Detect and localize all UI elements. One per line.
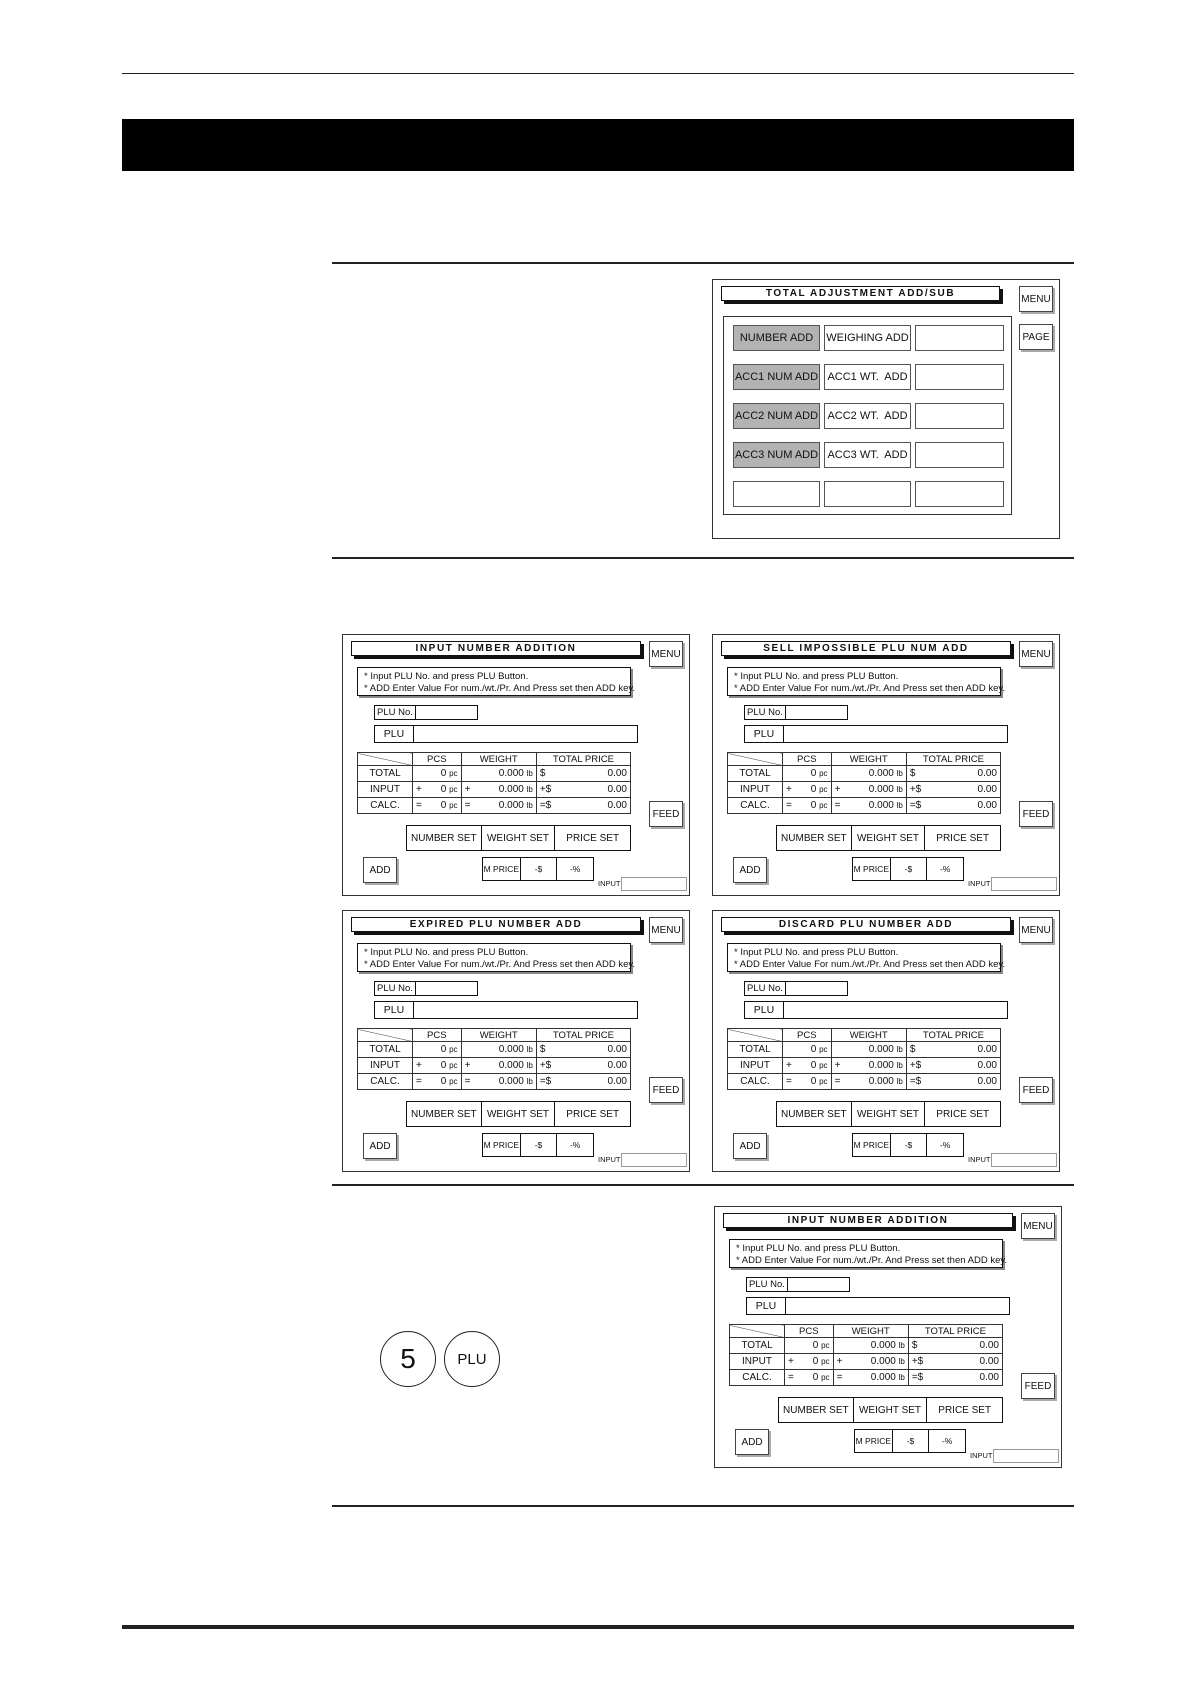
menu-button[interactable]: MENU bbox=[1019, 641, 1053, 667]
plus-currency-sign: +$ bbox=[908, 1354, 929, 1370]
input-display bbox=[993, 1449, 1059, 1463]
section-header-bar bbox=[122, 119, 1074, 171]
price-value: 0.00 bbox=[927, 1058, 1001, 1074]
note-line-2: * ADD Enter Value For num./wt./Pr. And Press set then ADD key. bbox=[734, 959, 1006, 970]
input-display bbox=[621, 877, 687, 891]
minus-dollar-button[interactable]: -$ bbox=[891, 1134, 928, 1156]
input-display bbox=[991, 1153, 1057, 1167]
equals-currency-sign: =$ bbox=[906, 798, 927, 814]
plus-sign: + bbox=[461, 782, 474, 798]
menu-button[interactable]: MENU bbox=[649, 917, 683, 943]
price-value: 0.00 bbox=[927, 782, 1001, 798]
row-calc: CALC. bbox=[358, 798, 413, 814]
blank-button[interactable] bbox=[915, 364, 1004, 390]
plu-number-field[interactable] bbox=[374, 705, 478, 720]
col-total-price: TOTAL PRICE bbox=[908, 1325, 1002, 1338]
m-price-button[interactable]: M PRICE bbox=[853, 1134, 891, 1156]
plu-number-field[interactable] bbox=[374, 981, 478, 996]
pcs-value: 0 bbox=[440, 784, 447, 795]
weight-value: 0.000 bbox=[868, 1044, 894, 1055]
pc-unit: pc bbox=[821, 1373, 830, 1382]
totals-table bbox=[727, 752, 1001, 814]
minus-dollar-button[interactable]: -$ bbox=[521, 858, 558, 880]
lb-unit: lb bbox=[526, 1061, 533, 1070]
menu-button[interactable]: MENU bbox=[1019, 917, 1053, 943]
pcs-value: 0 bbox=[810, 784, 817, 795]
plu-label: PLU bbox=[745, 1002, 784, 1018]
equals-sign: = bbox=[783, 1074, 796, 1090]
price-value: 0.00 bbox=[927, 1074, 1001, 1090]
pcs-value: 0 bbox=[812, 1372, 819, 1383]
col-pcs: PCS bbox=[413, 1029, 462, 1042]
pcs-value: 0 bbox=[440, 800, 447, 811]
weight-value: 0.000 bbox=[498, 1060, 524, 1071]
add-button[interactable]: ADD bbox=[733, 1133, 767, 1159]
note-line-1: * Input PLU No. and press PLU Button. bbox=[734, 671, 899, 682]
weight-value: 0.000 bbox=[868, 784, 894, 795]
plus-currency-sign: +$ bbox=[906, 782, 927, 798]
blank-button[interactable] bbox=[824, 481, 911, 507]
plu-label: PLU bbox=[745, 726, 784, 742]
note-line-1: * Input PLU No. and press PLU Button. bbox=[364, 947, 529, 958]
price-set-button[interactable]: PRICE SET bbox=[936, 1108, 990, 1120]
acc2-wt-add-button[interactable]: ACC2 WT. ADD bbox=[824, 403, 911, 429]
instruction-note bbox=[357, 667, 636, 696]
price-modifier-buttons bbox=[482, 857, 594, 881]
menu-button[interactable]: MENU bbox=[1021, 1213, 1055, 1239]
plu-key-label: PLU bbox=[457, 1350, 487, 1368]
equals-sign: = bbox=[831, 798, 844, 814]
minus-dollar-button[interactable]: -$ bbox=[521, 1134, 558, 1156]
plu-field[interactable] bbox=[744, 725, 1008, 743]
plu-field[interactable] bbox=[744, 1001, 1008, 1019]
price-value: 0.00 bbox=[929, 1338, 1003, 1354]
price-value: 0.00 bbox=[927, 766, 1001, 782]
plus-sign: + bbox=[413, 1058, 426, 1074]
plus-sign: + bbox=[783, 782, 796, 798]
pc-unit: pc bbox=[449, 1061, 458, 1070]
col-weight: WEIGHT bbox=[831, 753, 906, 766]
col-weight: WEIGHT bbox=[461, 1029, 536, 1042]
plus-sign: + bbox=[413, 782, 426, 798]
equals-sign: = bbox=[831, 1074, 844, 1090]
minus-dollar-button[interactable]: -$ bbox=[893, 1430, 930, 1452]
row-total: TOTAL bbox=[358, 1042, 413, 1058]
weight-value: 0.000 bbox=[868, 1060, 894, 1071]
weight-value: 0.000 bbox=[498, 784, 524, 795]
lb-unit: lb bbox=[896, 1077, 903, 1086]
number-set-button[interactable]: NUMBER SET bbox=[407, 826, 482, 850]
set-buttons bbox=[406, 825, 631, 851]
weight-value: 0.000 bbox=[870, 1372, 896, 1383]
pcs-value: 0 bbox=[810, 1044, 817, 1055]
input-label: INPUT bbox=[598, 1155, 621, 1164]
row-input: INPUT bbox=[358, 782, 413, 798]
minus-percent-button[interactable]: -% bbox=[939, 1140, 951, 1150]
diagonal-cell bbox=[728, 1029, 783, 1042]
plus-currency-sign: +$ bbox=[906, 1058, 927, 1074]
lb-unit: lb bbox=[896, 769, 903, 778]
feed-button[interactable]: FEED bbox=[649, 801, 683, 827]
pc-unit: pc bbox=[821, 1357, 830, 1366]
plu-number-field[interactable] bbox=[746, 1277, 850, 1292]
feed-button[interactable]: FEED bbox=[1019, 801, 1053, 827]
totals-table bbox=[729, 1324, 1003, 1386]
price-value: 0.00 bbox=[929, 1370, 1003, 1386]
plu-field[interactable] bbox=[374, 1001, 638, 1019]
feed-button[interactable]: FEED bbox=[649, 1077, 683, 1103]
pc-unit: pc bbox=[449, 785, 458, 794]
pcs-value: 0 bbox=[810, 768, 817, 779]
m-price-button[interactable]: M PRICE bbox=[853, 858, 891, 880]
equals-currency-sign: =$ bbox=[536, 798, 557, 814]
pcs-value: 0 bbox=[810, 1076, 817, 1087]
plu-no-label: PLU No. bbox=[745, 706, 786, 719]
pcs-value: 0 bbox=[810, 1060, 817, 1071]
acc1-wt-add-button[interactable]: ACC1 WT. ADD bbox=[824, 364, 911, 390]
digit-label: 5 bbox=[400, 1343, 416, 1374]
pcs-value: 0 bbox=[440, 768, 447, 779]
top-rule bbox=[122, 73, 1074, 74]
row-input: INPUT bbox=[728, 1058, 783, 1074]
acc2-num-add-button[interactable]: ACC2 NUM ADD bbox=[733, 403, 820, 429]
weight-set-button[interactable]: WEIGHT SET bbox=[482, 826, 556, 850]
weight-value: 0.000 bbox=[498, 1076, 524, 1087]
row-calc: CALC. bbox=[358, 1074, 413, 1090]
weight-value: 0.000 bbox=[498, 1044, 524, 1055]
price-value: 0.00 bbox=[557, 782, 631, 798]
price-value: 0.00 bbox=[929, 1354, 1003, 1370]
pcs-value: 0 bbox=[440, 1044, 447, 1055]
plu-field[interactable] bbox=[746, 1297, 1010, 1315]
lb-unit: lb bbox=[526, 1077, 533, 1086]
minus-dollar-button[interactable]: -$ bbox=[891, 858, 928, 880]
pc-unit: pc bbox=[821, 1341, 830, 1350]
col-pcs: PCS bbox=[783, 1029, 832, 1042]
screen-title: TOTAL ADJUSTMENT ADD/SUB bbox=[721, 286, 1000, 301]
currency-sign: $ bbox=[536, 766, 557, 782]
plu-label: PLU bbox=[375, 726, 414, 742]
weight-set-button[interactable]: WEIGHT SET bbox=[854, 1398, 928, 1422]
note-line-2: * ADD Enter Value For num./wt./Pr. And Press set then ADD key. bbox=[364, 683, 636, 694]
number-add-button[interactable]: NUMBER ADD bbox=[733, 325, 820, 351]
price-set-button[interactable]: PRICE SET bbox=[566, 832, 620, 844]
lb-unit: lb bbox=[896, 801, 903, 810]
price-modifier-buttons bbox=[854, 1429, 966, 1453]
input-label: INPUT bbox=[598, 879, 621, 888]
pcs-value: 0 bbox=[812, 1340, 819, 1351]
lb-unit: lb bbox=[898, 1357, 905, 1366]
col-pcs: PCS bbox=[783, 753, 832, 766]
menu-button[interactable]: MENU bbox=[1019, 286, 1053, 312]
plus-currency-sign: +$ bbox=[536, 782, 557, 798]
equals-sign: = bbox=[785, 1370, 798, 1386]
row-input: INPUT bbox=[730, 1354, 785, 1370]
pc-unit: pc bbox=[449, 1077, 458, 1086]
set-buttons bbox=[776, 825, 1001, 851]
number-set-button[interactable]: NUMBER SET bbox=[777, 1102, 852, 1126]
rule-1 bbox=[332, 262, 1074, 264]
col-total-price: TOTAL PRICE bbox=[536, 1029, 630, 1042]
add-button[interactable]: ADD bbox=[733, 857, 767, 883]
row-calc: CALC. bbox=[728, 798, 783, 814]
lb-unit: lb bbox=[896, 1061, 903, 1070]
screen-title: INPUT NUMBER ADDITION bbox=[723, 1213, 1013, 1228]
input-label: INPUT bbox=[970, 1451, 993, 1460]
equals-currency-sign: =$ bbox=[908, 1370, 929, 1386]
digit-5-key[interactable] bbox=[380, 1331, 436, 1387]
lb-unit: lb bbox=[896, 1045, 903, 1054]
minus-percent-button[interactable]: -% bbox=[939, 864, 951, 874]
pcs-value: 0 bbox=[810, 800, 817, 811]
total-adjustment-screen bbox=[712, 279, 1060, 539]
rule-2 bbox=[332, 557, 1074, 559]
lb-unit: lb bbox=[526, 1045, 533, 1054]
weight-set-button[interactable]: WEIGHT SET bbox=[852, 1102, 926, 1126]
equals-sign: = bbox=[783, 798, 796, 814]
minus-percent-button[interactable]: -% bbox=[569, 1140, 581, 1150]
diagonal-cell bbox=[358, 1029, 413, 1042]
input-label: INPUT bbox=[968, 1155, 991, 1164]
instruction-note bbox=[729, 1239, 1008, 1268]
acc3-wt-add-button[interactable]: ACC3 WT. ADD bbox=[824, 442, 911, 468]
col-weight: WEIGHT bbox=[833, 1325, 908, 1338]
instruction-note bbox=[727, 943, 1006, 972]
pc-unit: pc bbox=[449, 1045, 458, 1054]
weight-set-button[interactable]: WEIGHT SET bbox=[482, 1102, 556, 1126]
lb-unit: lb bbox=[898, 1373, 905, 1382]
plu-no-label: PLU No. bbox=[745, 982, 786, 995]
col-pcs: PCS bbox=[413, 753, 462, 766]
m-price-button[interactable]: M PRICE bbox=[483, 858, 521, 880]
row-total: TOTAL bbox=[728, 1042, 783, 1058]
screen-title: SELL IMPOSSIBLE PLU NUM ADD bbox=[721, 641, 1011, 656]
price-value: 0.00 bbox=[557, 1074, 631, 1090]
currency-sign: $ bbox=[906, 1042, 927, 1058]
pc-unit: pc bbox=[819, 1061, 828, 1070]
currency-sign: $ bbox=[536, 1042, 557, 1058]
pcs-value: 0 bbox=[440, 1060, 447, 1071]
acc1-num-add-button[interactable]: ACC1 NUM ADD bbox=[733, 364, 820, 390]
col-pcs: PCS bbox=[785, 1325, 834, 1338]
blank-button[interactable] bbox=[915, 481, 1004, 507]
price-value: 0.00 bbox=[927, 798, 1001, 814]
row-input: INPUT bbox=[728, 782, 783, 798]
number-set-button[interactable]: NUMBER SET bbox=[777, 826, 852, 850]
menu-button[interactable]: MENU bbox=[649, 641, 683, 667]
weight-set-button[interactable]: WEIGHT SET bbox=[852, 826, 926, 850]
set-buttons bbox=[778, 1397, 1003, 1423]
pcs-value: 0 bbox=[440, 1076, 447, 1087]
pcs-value: 0 bbox=[812, 1356, 819, 1367]
price-modifier-buttons bbox=[852, 857, 964, 881]
plu-label: PLU bbox=[747, 1298, 786, 1314]
plu-key[interactable] bbox=[444, 1331, 500, 1387]
col-total-price: TOTAL PRICE bbox=[906, 753, 1000, 766]
price-modifier-buttons bbox=[852, 1133, 964, 1157]
weight-value: 0.000 bbox=[868, 800, 894, 811]
plu-no-label: PLU No. bbox=[375, 982, 416, 995]
page-button[interactable]: PAGE bbox=[1019, 324, 1053, 350]
col-total-price: TOTAL PRICE bbox=[536, 753, 630, 766]
note-line-2: * ADD Enter Value For num./wt./Pr. And Press set then ADD key. bbox=[364, 959, 636, 970]
screen-title: EXPIRED PLU NUMBER ADD bbox=[351, 917, 641, 932]
input-display bbox=[621, 1153, 687, 1167]
equals-sign: = bbox=[833, 1370, 846, 1386]
currency-sign: $ bbox=[908, 1338, 929, 1354]
note-line-1: * Input PLU No. and press PLU Button. bbox=[736, 1243, 901, 1254]
row-total: TOTAL bbox=[728, 766, 783, 782]
number-add-screen-2 bbox=[712, 634, 1060, 896]
row-calc: CALC. bbox=[728, 1074, 783, 1090]
blank-button[interactable] bbox=[915, 403, 1004, 429]
number-set-button[interactable]: NUMBER SET bbox=[779, 1398, 854, 1422]
plus-currency-sign: +$ bbox=[536, 1058, 557, 1074]
weight-value: 0.000 bbox=[498, 800, 524, 811]
screen-title: INPUT NUMBER ADDITION bbox=[351, 641, 641, 656]
col-weight: WEIGHT bbox=[461, 753, 536, 766]
pc-unit: pc bbox=[819, 801, 828, 810]
blank-button[interactable] bbox=[915, 442, 1004, 468]
note-line-1: * Input PLU No. and press PLU Button. bbox=[734, 947, 899, 958]
price-value: 0.00 bbox=[557, 1058, 631, 1074]
equals-currency-sign: =$ bbox=[536, 1074, 557, 1090]
minus-percent-button[interactable]: -% bbox=[569, 864, 581, 874]
price-set-button[interactable]: PRICE SET bbox=[938, 1404, 992, 1416]
m-price-button[interactable]: M PRICE bbox=[483, 1134, 521, 1156]
price-value: 0.00 bbox=[557, 766, 631, 782]
screen-title: DISCARD PLU NUMBER ADD bbox=[721, 917, 1011, 932]
price-value: 0.00 bbox=[557, 798, 631, 814]
row-calc: CALC. bbox=[730, 1370, 785, 1386]
plu-label: PLU bbox=[375, 1002, 414, 1018]
price-set-button[interactable]: PRICE SET bbox=[566, 1108, 620, 1120]
pc-unit: pc bbox=[819, 769, 828, 778]
m-price-button[interactable]: M PRICE bbox=[855, 1430, 893, 1452]
weight-value: 0.000 bbox=[498, 768, 524, 779]
weighing-add-button[interactable]: WEIGHING ADD bbox=[824, 325, 911, 351]
note-line-1: * Input PLU No. and press PLU Button. bbox=[364, 671, 529, 682]
lb-unit: lb bbox=[896, 785, 903, 794]
number-add-screen-5 bbox=[714, 1206, 1062, 1468]
price-modifier-buttons bbox=[482, 1133, 594, 1157]
add-button[interactable]: ADD bbox=[363, 857, 397, 883]
equals-sign: = bbox=[461, 1074, 474, 1090]
price-value: 0.00 bbox=[927, 1042, 1001, 1058]
totals-table bbox=[727, 1028, 1001, 1090]
equals-sign: = bbox=[413, 798, 426, 814]
equals-currency-sign: =$ bbox=[906, 1074, 927, 1090]
instruction-note bbox=[727, 667, 1006, 696]
blank-button[interactable] bbox=[733, 481, 820, 507]
diagonal-cell bbox=[358, 753, 413, 766]
plus-sign: + bbox=[831, 1058, 844, 1074]
number-add-screen-4 bbox=[712, 910, 1060, 1172]
bottom-rule bbox=[122, 1625, 1074, 1629]
col-total-price: TOTAL PRICE bbox=[906, 1029, 1000, 1042]
minus-percent-button[interactable]: -% bbox=[941, 1436, 953, 1446]
equals-sign: = bbox=[413, 1074, 426, 1090]
totals-table bbox=[357, 752, 631, 814]
plus-sign: + bbox=[461, 1058, 474, 1074]
equals-sign: = bbox=[461, 798, 474, 814]
acc3-num-add-button[interactable]: ACC3 NUM ADD bbox=[733, 442, 820, 468]
instruction-note bbox=[357, 943, 636, 972]
weight-value: 0.000 bbox=[868, 768, 894, 779]
input-label: INPUT bbox=[968, 879, 991, 888]
plus-sign: + bbox=[785, 1354, 798, 1370]
set-buttons bbox=[776, 1101, 1001, 1127]
row-total: TOTAL bbox=[358, 766, 413, 782]
diagonal-cell bbox=[730, 1325, 785, 1338]
number-set-button[interactable]: NUMBER SET bbox=[407, 1102, 482, 1126]
pc-unit: pc bbox=[819, 1045, 828, 1054]
set-buttons bbox=[406, 1101, 631, 1127]
input-display bbox=[991, 877, 1057, 891]
plu-no-label: PLU No. bbox=[375, 706, 416, 719]
pc-unit: pc bbox=[819, 1077, 828, 1086]
plu-field[interactable] bbox=[374, 725, 638, 743]
add-button[interactable]: ADD bbox=[363, 1133, 397, 1159]
plu-number-field[interactable] bbox=[744, 981, 848, 996]
weight-value: 0.000 bbox=[870, 1340, 896, 1351]
blank-button[interactable] bbox=[915, 325, 1004, 351]
plu-number-field[interactable] bbox=[744, 705, 848, 720]
lb-unit: lb bbox=[526, 785, 533, 794]
weight-value: 0.000 bbox=[870, 1356, 896, 1367]
note-line-2: * ADD Enter Value For num./wt./Pr. And Press set then ADD key. bbox=[736, 1255, 1008, 1266]
diagonal-cell bbox=[728, 753, 783, 766]
rule-4 bbox=[332, 1505, 1074, 1507]
plu-no-label: PLU No. bbox=[747, 1278, 788, 1291]
lb-unit: lb bbox=[526, 769, 533, 778]
totals-table bbox=[357, 1028, 631, 1090]
feed-button[interactable]: FEED bbox=[1021, 1373, 1055, 1399]
add-button[interactable]: ADD bbox=[735, 1429, 769, 1455]
plus-sign: + bbox=[833, 1354, 846, 1370]
row-total: TOTAL bbox=[730, 1338, 785, 1354]
col-weight: WEIGHT bbox=[831, 1029, 906, 1042]
number-add-screen-1 bbox=[342, 634, 690, 896]
pc-unit: pc bbox=[819, 785, 828, 794]
row-input: INPUT bbox=[358, 1058, 413, 1074]
note-line-2: * ADD Enter Value For num./wt./Pr. And Press set then ADD key. bbox=[734, 683, 1006, 694]
pc-unit: pc bbox=[449, 801, 458, 810]
lb-unit: lb bbox=[526, 801, 533, 810]
rule-3 bbox=[332, 1184, 1074, 1186]
pc-unit: pc bbox=[449, 769, 458, 778]
price-value: 0.00 bbox=[557, 1042, 631, 1058]
lb-unit: lb bbox=[898, 1341, 905, 1350]
weight-value: 0.000 bbox=[868, 1076, 894, 1087]
feed-button[interactable]: FEED bbox=[1019, 1077, 1053, 1103]
plus-sign: + bbox=[783, 1058, 796, 1074]
plus-sign: + bbox=[831, 782, 844, 798]
number-add-screen-3 bbox=[342, 910, 690, 1172]
currency-sign: $ bbox=[906, 766, 927, 782]
price-set-button[interactable]: PRICE SET bbox=[936, 832, 990, 844]
